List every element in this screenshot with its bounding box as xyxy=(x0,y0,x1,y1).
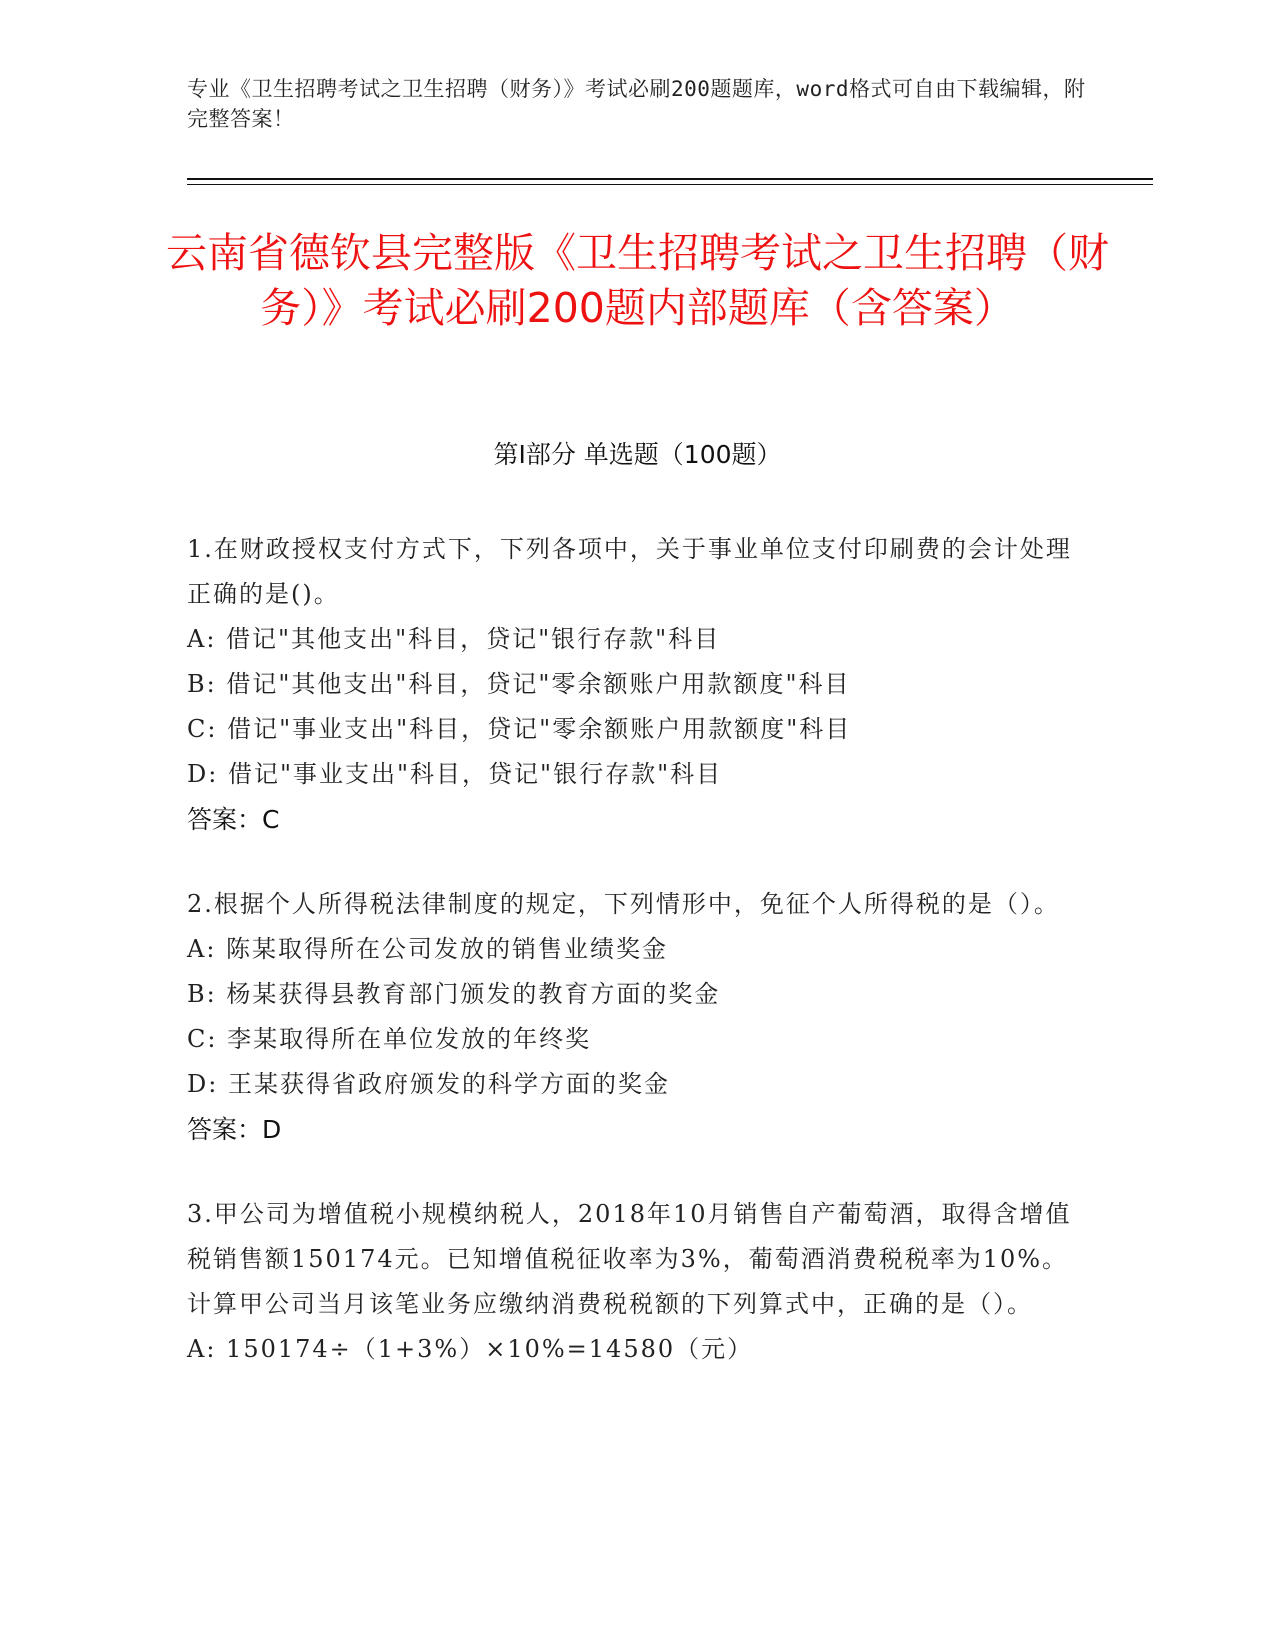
option-b: B: 杨某获得县教育部门颁发的教育方面的奖金 xyxy=(187,980,721,1008)
section-heading: 第I部分 单选题（100题） xyxy=(493,440,782,469)
question-3 xyxy=(187,1192,1087,1372)
option-a: A: 陈某取得所在公司发放的销售业绩奖金 xyxy=(187,935,669,963)
option-b: B: 借记"其他支出"科目，贷记"零余额账户用款额度"科目 xyxy=(187,670,851,698)
option-d: D: 王某获得省政府颁发的科学方面的奖金 xyxy=(187,1070,670,1098)
document-title: 云南省德钦县完整版《卫生招聘考试之卫生招聘（财务）》考试必刷200题内部题库（含答案） xyxy=(166,229,1109,332)
question-list xyxy=(187,527,1087,1412)
answer-line: 答案：C xyxy=(187,805,280,834)
question-stem: 3.甲公司为增值税小规模纳税人，2018年10月销售自产葡萄酒，取得含增值税销售额150174元。已知增值税征收率为3%，葡萄酒消费税税率为10%。计算甲公司当月该笔业务应缴纳消费税税额的下列算式中，正确的是（）。 xyxy=(187,1200,1072,1318)
question-2 xyxy=(187,882,1087,1152)
option-d: D: 借记"事业支出"科目，贷记"银行存款"科目 xyxy=(187,760,723,788)
header-rule-thin xyxy=(187,184,1153,185)
header-note: 专业《卫生招聘考试之卫生招聘（财务）》考试必刷200题题库，word格式可自由下载编辑，附完整答案！ xyxy=(187,77,1086,131)
answer-line: 答案：D xyxy=(187,1115,282,1144)
question-stem: 1.在财政授权支付方式下，下列各项中，关于事业单位支付印刷费的会计处理正确的是()。 xyxy=(187,535,1072,608)
header-rule-thick xyxy=(187,178,1153,180)
option-a: A: 150174÷（1+3%）×10%=14580（元） xyxy=(187,1335,754,1363)
question-1 xyxy=(187,527,1087,842)
option-a: A: 借记"其他支出"科目，贷记"银行存款"科目 xyxy=(187,625,721,653)
option-c: C: 李某取得所在单位发放的年终奖 xyxy=(187,1025,592,1053)
option-c: C: 借记"事业支出"科目，贷记"零余额账户用款额度"科目 xyxy=(187,715,852,743)
question-stem: 2.根据个人所得税法律制度的规定，下列情形中，免征个人所得税的是（）。 xyxy=(187,890,1060,918)
